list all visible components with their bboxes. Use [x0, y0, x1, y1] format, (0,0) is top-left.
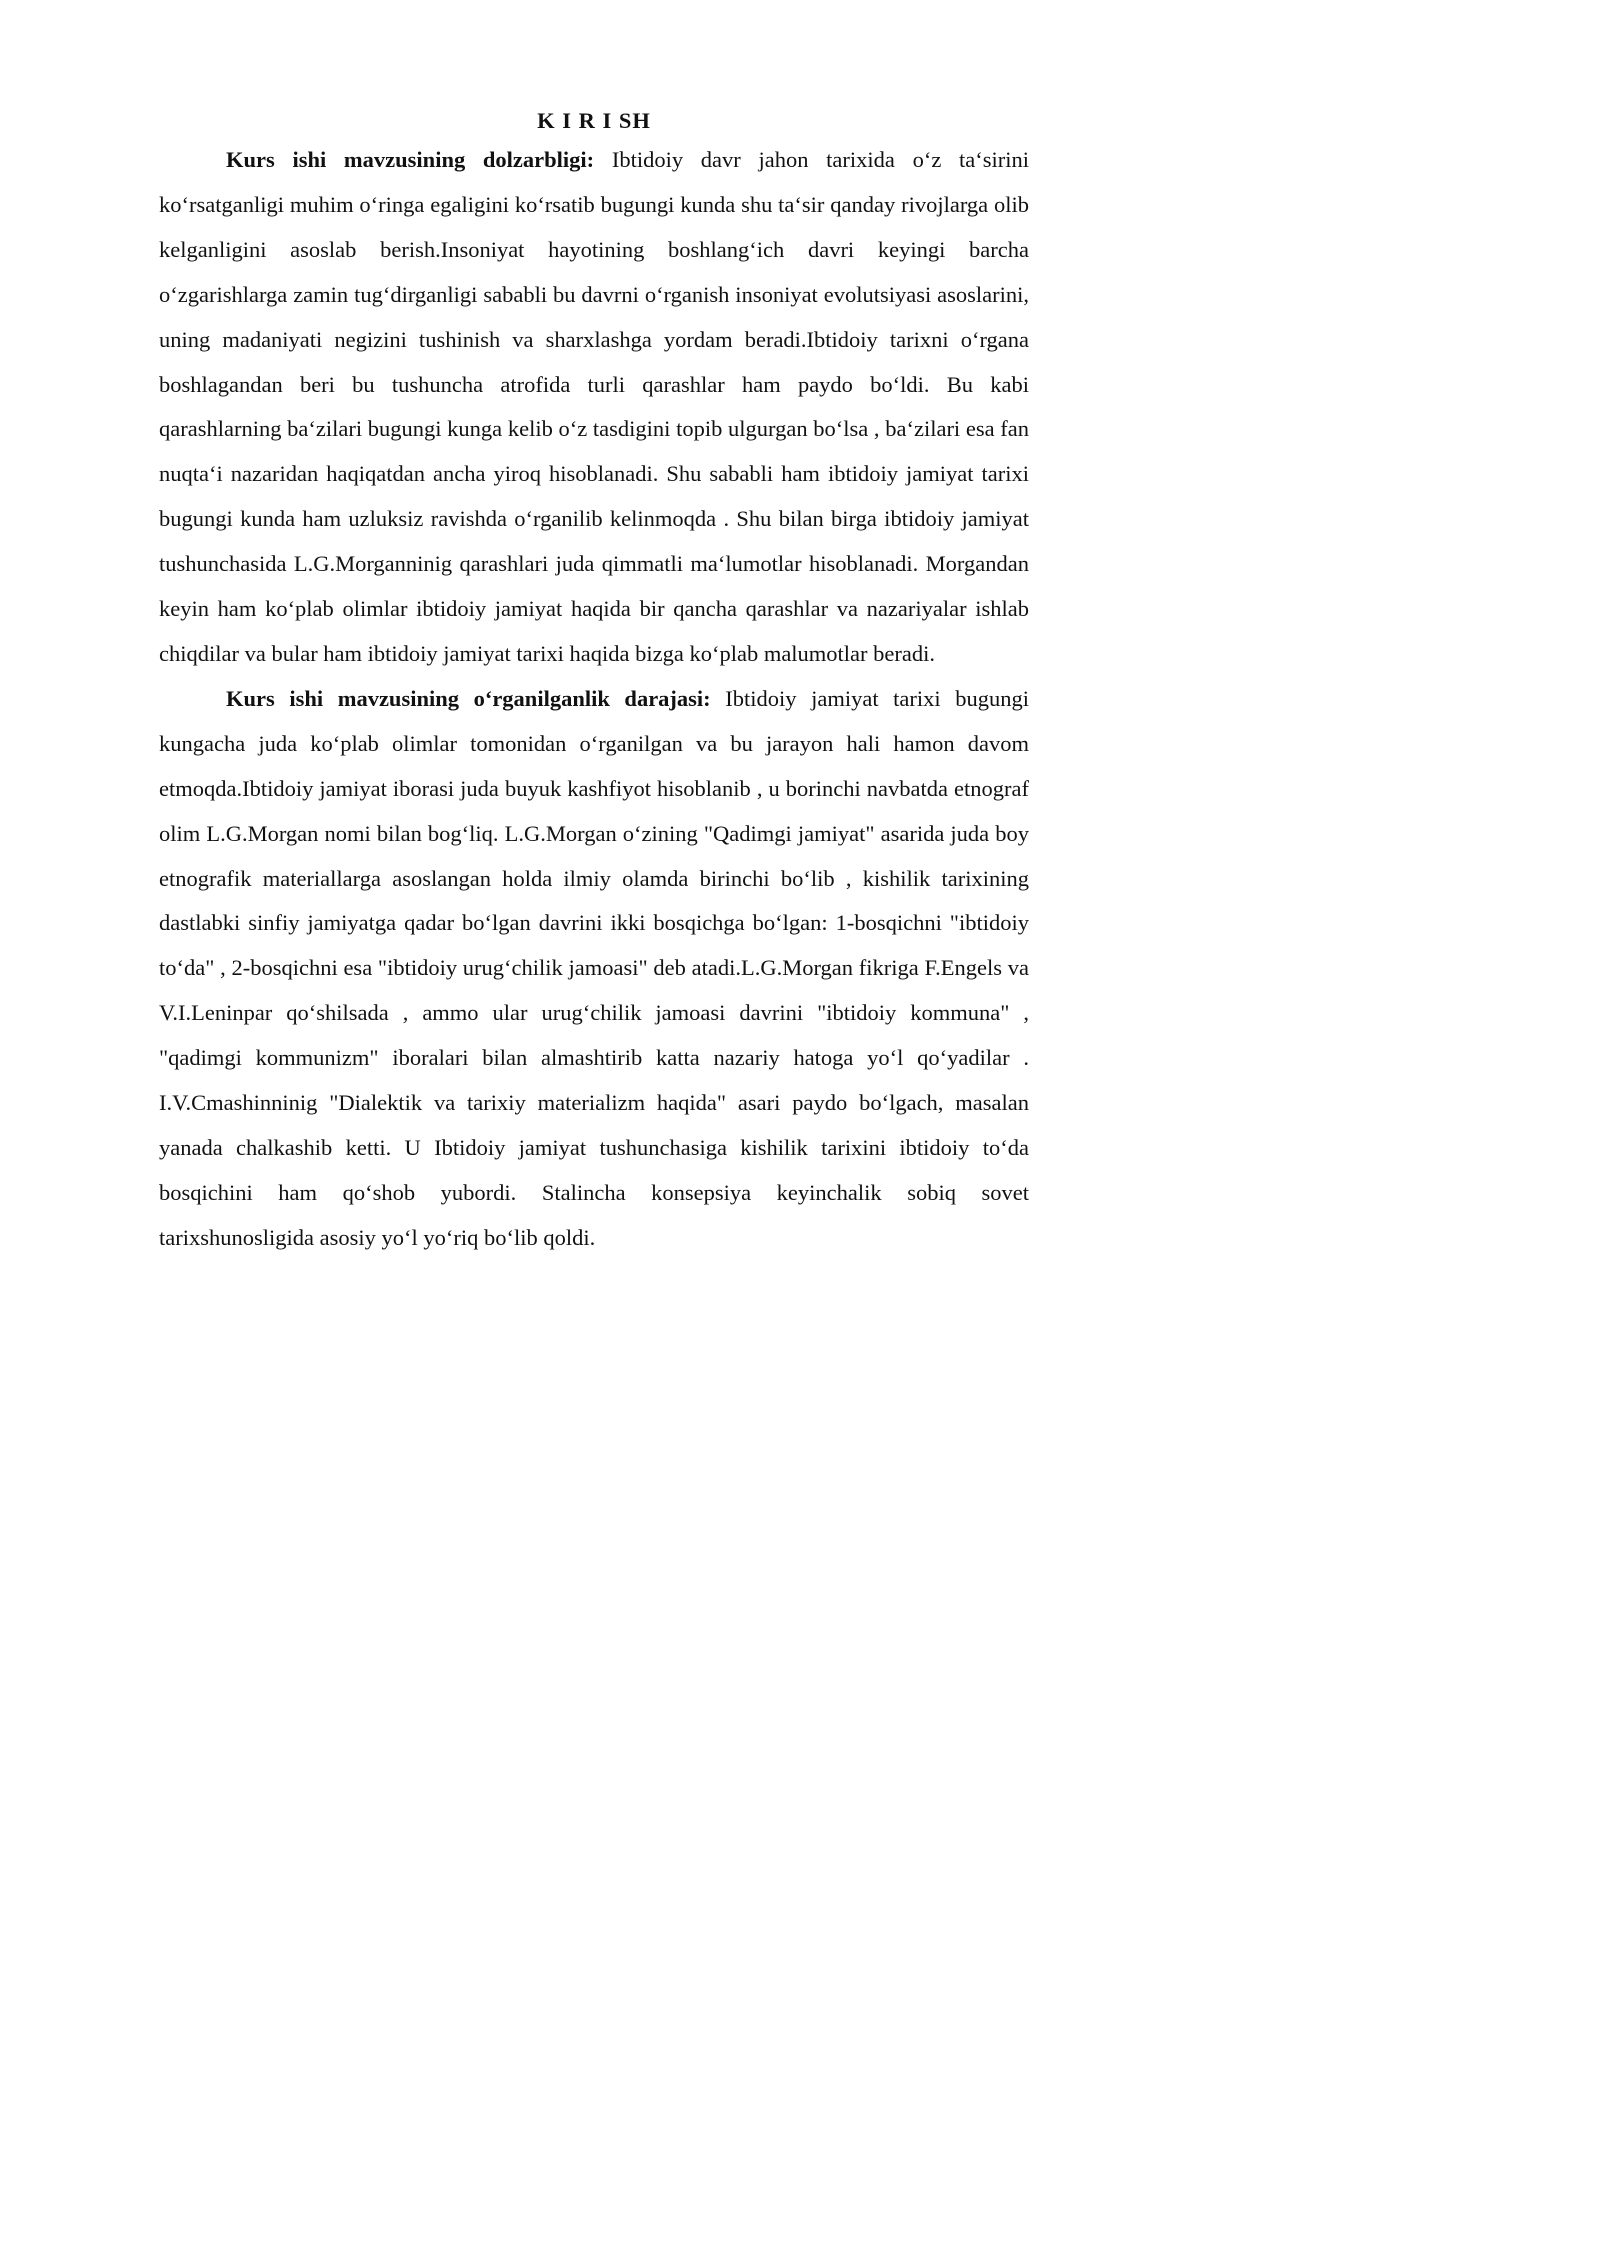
document-body [159, 104, 1029, 1261]
paragraph-relevance [159, 138, 1029, 677]
paragraph-lead: Kurs ishi mavzusining o‘rganilganlik darajasi: [226, 685, 711, 711]
paragraph-study-level [159, 677, 1029, 1261]
page-title: K I R I SH [537, 108, 651, 133]
paragraph-lead: Kurs ishi mavzusining dolzarbligi: [226, 147, 595, 172]
document-page [0, 0, 1101, 1557]
paragraph-text: Ibtidoiy davr jahon tarixida o‘z ta‘sirini ko‘rsatganligi muhim o‘ringa egaligini ko‘rsatib bugungi kunda shu ta‘sir qanday rivojlarga olib kelganligini asoslab berish.Insoniyat hayotining boshlang‘ich davri keyingi barcha o‘zgarishlarga zamin tug‘dirganligi sababli bu davrni o‘rganish insoniyat evolutsiyasi asoslarini, uning madaniyati negizini tushinish va sharxlashga yordam beradi.Ibtidoiy tarixni o‘rgana boshlagandan beri bu tushuncha atrofida turli qarashlar ham paydo bo‘ldi. Bu kabi qarashlarning ba‘zilari bugungi kunga kelib o‘z tasdigini topib ulgurgan bo‘lsa , ba‘zilari esa fan nuqta‘i nazaridan haqiqatdan ancha yiroq hisoblanadi. Shu sababli ham ibtidoiy jamiyat tarixi bugungi kunda ham uzluksiz ravishda o‘rganilib kelinmoqda . Shu bilan birga ibtidoiy jamiyat tushunchasida L.G.Morganninig qarashlari juda qimmatli ma‘lumotlar hisoblanadi. Morgandan keyin ham ko‘plab olimlar ibtidoiy jamiyat haqida bir qancha qarashlar va nazariyalar ishlab chiqdilar va bular ham ibtidoiy jamiyat tarixi haqida bizga ko‘plab malumotlar beradi. [159, 147, 1029, 666]
paragraph-text: Ibtidoiy jamiyat tarixi bugungi kungacha juda ko‘plab olimlar tomonidan o‘rganilgan va bu jarayon hali hamon davom etmoqda.Ibtidoiy jamiyat iborasi juda buyuk kashfiyot hisoblanib , u borinchi navbatda etnograf olim L.G.Morgan nomi bilan bog‘liq. L.G.Morgan o‘zining "Qadimgi jamiyat" asarida juda boy etnografik materiallarga asoslangan holda ilmiy olamda birinchi bo‘lib , kishilik tarixining dastlabki sinfiy jamiyatga qadar bo‘lgan davrini ikki bosqichga bo‘lgan: 1-bosqichni "ibtidoiy to‘da" , 2-bosqichni esa "ibtidoiy urug‘chilik jamoasi" deb atadi.L.G.Morgan fikriga F.Engels va V.I.Leninpar qo‘shilsada , ammo ular urug‘chilik jamoasi davrini "ibtidoiy kommuna" , "qadimgi kommunizm" iboralari bilan almashtirib katta nazariy hatoga yo‘l qo‘yadilar . I.V.Cmashinninig "Dialektik va tarixiy materializm haqida" asari paydo bo‘lgach, masalan yanada chalkashib ketti. U Ibtidoiy jamiyat tushunchasiga kishilik tarixini ibtidoiy to‘da bosqichini ham qo‘shob yubordi. Stalincha konsepsiya keyinchalik sobiq sovet tarixshunosligida asosiy yo‘l yo‘riq bo‘lib qoldi. [159, 685, 1029, 1250]
